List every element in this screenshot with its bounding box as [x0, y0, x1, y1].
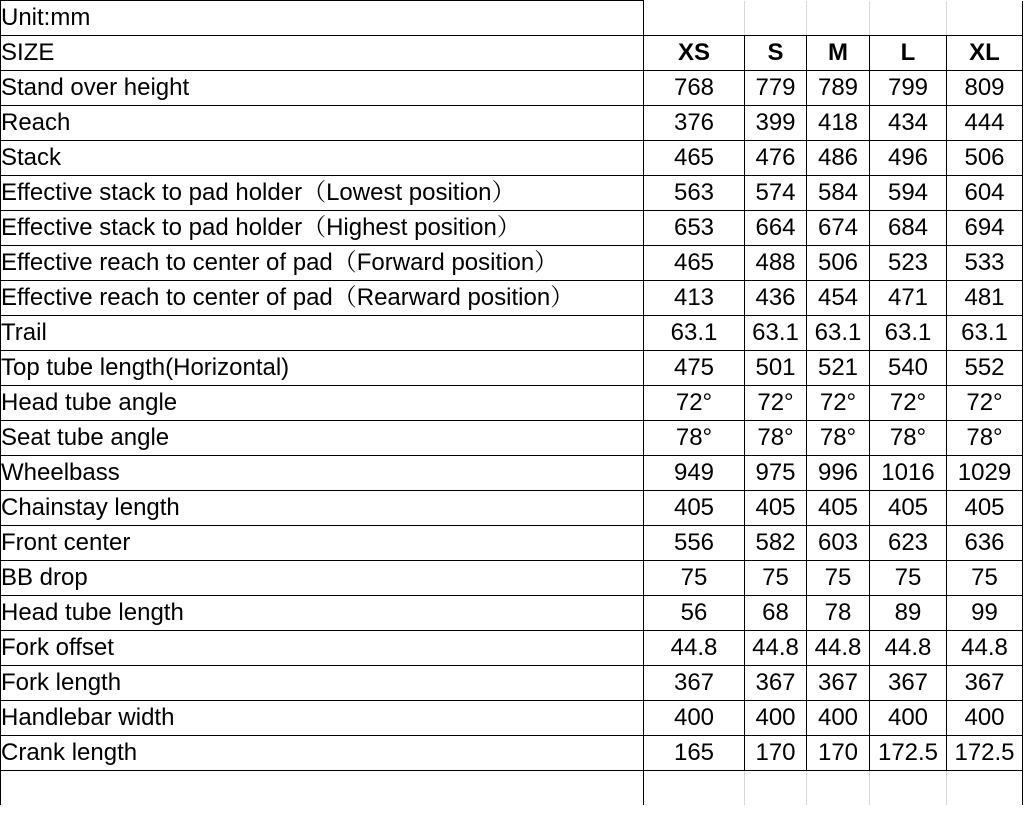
- table-cell: 63.1: [644, 316, 745, 351]
- table-cell: 405: [807, 491, 870, 526]
- size-header-row: [1, 36, 1023, 71]
- table-row: [1, 71, 1023, 106]
- table-row: [1, 456, 1023, 491]
- table-cell: 75: [870, 561, 947, 596]
- row-label: Effective stack to pad holder（Highest position）: [1, 211, 644, 246]
- table-cell: 72°: [807, 386, 870, 421]
- table-cell: 789: [807, 71, 870, 106]
- table-cell: 405: [745, 491, 807, 526]
- row-label: Head tube angle: [1, 386, 644, 421]
- table-cell: 604: [947, 176, 1023, 211]
- table-cell: 540: [870, 351, 947, 386]
- table-cell: 996: [807, 456, 870, 491]
- row-label: Trail: [1, 316, 644, 351]
- table-cell: 434: [870, 106, 947, 141]
- row-label: Effective stack to pad holder（Lowest position）: [1, 176, 644, 211]
- table-cell: 623: [870, 526, 947, 561]
- empty-cell: [947, 771, 1023, 806]
- row-label: Crank length: [1, 736, 644, 771]
- table-cell: 99: [947, 596, 1023, 631]
- table-cell: 521: [807, 351, 870, 386]
- table-row: [1, 736, 1023, 771]
- table-row: [1, 596, 1023, 631]
- row-label: Top tube length(Horizontal): [1, 351, 644, 386]
- empty-cell: [870, 1, 947, 36]
- unit-row: [1, 1, 1023, 36]
- table-cell: 664: [745, 211, 807, 246]
- table-cell: 63.1: [745, 316, 807, 351]
- table-cell: 476: [745, 141, 807, 176]
- table-cell: 488: [745, 246, 807, 281]
- table-row: [1, 561, 1023, 596]
- table-cell: 75: [807, 561, 870, 596]
- empty-cell: [745, 771, 807, 806]
- table-cell: 405: [870, 491, 947, 526]
- empty-row: [1, 771, 1023, 806]
- table-row: [1, 526, 1023, 561]
- table-cell: 475: [644, 351, 745, 386]
- row-label: Seat tube angle: [1, 421, 644, 456]
- row-label: Effective reach to center of pad（Forward position）: [1, 246, 644, 281]
- empty-cell: [807, 1, 870, 36]
- table-cell: 56: [644, 596, 745, 631]
- table-cell: 653: [644, 211, 745, 246]
- table-cell: 405: [947, 491, 1023, 526]
- table-cell: 75: [745, 561, 807, 596]
- table-cell: 556: [644, 526, 745, 561]
- size-header-xl: XL: [947, 36, 1023, 71]
- table-cell: 72°: [745, 386, 807, 421]
- size-header-s: S: [745, 36, 807, 71]
- row-label: Chainstay length: [1, 491, 644, 526]
- table-cell: 584: [807, 176, 870, 211]
- table-row: [1, 211, 1023, 246]
- table-cell: 975: [745, 456, 807, 491]
- table-cell: 1016: [870, 456, 947, 491]
- unit-label: Unit:mm: [1, 1, 644, 36]
- table-cell: 75: [947, 561, 1023, 596]
- table-cell: 68: [745, 596, 807, 631]
- table-cell: 694: [947, 211, 1023, 246]
- table-cell: 486: [807, 141, 870, 176]
- empty-cell: [870, 771, 947, 806]
- table-row: [1, 386, 1023, 421]
- table-cell: 400: [745, 701, 807, 736]
- table-cell: 63.1: [870, 316, 947, 351]
- table-cell: 436: [745, 281, 807, 316]
- table-cell: 400: [870, 701, 947, 736]
- table-cell: 501: [745, 351, 807, 386]
- table-cell: 506: [947, 141, 1023, 176]
- table-cell: 170: [745, 736, 807, 771]
- table-cell: 405: [644, 491, 745, 526]
- empty-cell: [1, 771, 644, 806]
- table-row: [1, 246, 1023, 281]
- row-label: Fork length: [1, 666, 644, 701]
- table-cell: 465: [644, 246, 745, 281]
- empty-cell: [807, 771, 870, 806]
- table-row: [1, 176, 1023, 211]
- table-cell: 399: [745, 106, 807, 141]
- table-row: [1, 141, 1023, 176]
- table-row: [1, 316, 1023, 351]
- table-cell: 471: [870, 281, 947, 316]
- row-label: Effective reach to center of pad（Rearward position）: [1, 281, 644, 316]
- table-cell: 496: [870, 141, 947, 176]
- table-cell: 63.1: [947, 316, 1023, 351]
- table-cell: 768: [644, 71, 745, 106]
- table-cell: 400: [947, 701, 1023, 736]
- row-label: Stack: [1, 141, 644, 176]
- table-cell: 89: [870, 596, 947, 631]
- table-cell: 367: [870, 666, 947, 701]
- table-cell: 418: [807, 106, 870, 141]
- table-cell: 367: [644, 666, 745, 701]
- table-cell: 376: [644, 106, 745, 141]
- table-cell: 75: [644, 561, 745, 596]
- table-row: [1, 491, 1023, 526]
- size-header-l: L: [870, 36, 947, 71]
- table-cell: 636: [947, 526, 1023, 561]
- table-cell: 552: [947, 351, 1023, 386]
- table-cell: 506: [807, 246, 870, 281]
- row-label: Wheelbass: [1, 456, 644, 491]
- empty-cell: [947, 1, 1023, 36]
- table-row: [1, 281, 1023, 316]
- table-cell: 72°: [644, 386, 745, 421]
- table-row: [1, 351, 1023, 386]
- table-cell: 400: [807, 701, 870, 736]
- row-label: Fork offset: [1, 631, 644, 666]
- table-cell: 172.5: [947, 736, 1023, 771]
- empty-cell: [644, 771, 745, 806]
- table-row: [1, 701, 1023, 736]
- table-cell: 1029: [947, 456, 1023, 491]
- table-cell: 799: [870, 71, 947, 106]
- table-cell: 78°: [870, 421, 947, 456]
- table-cell: 779: [745, 71, 807, 106]
- table-cell: 400: [644, 701, 745, 736]
- table-cell: 465: [644, 141, 745, 176]
- table-row: [1, 421, 1023, 456]
- table-cell: 367: [745, 666, 807, 701]
- table-row: [1, 631, 1023, 666]
- row-label: Reach: [1, 106, 644, 141]
- table-cell: 170: [807, 736, 870, 771]
- table-cell: 603: [807, 526, 870, 561]
- table-cell: 574: [745, 176, 807, 211]
- table-cell: 78: [807, 596, 870, 631]
- table-cell: 165: [644, 736, 745, 771]
- table-cell: 72°: [870, 386, 947, 421]
- table-cell: 481: [947, 281, 1023, 316]
- empty-cell: [644, 1, 745, 36]
- geometry-table-body: [1, 1, 1023, 806]
- table-cell: 78°: [745, 421, 807, 456]
- table-cell: 523: [870, 246, 947, 281]
- table-cell: 684: [870, 211, 947, 246]
- table-cell: 582: [745, 526, 807, 561]
- table-cell: 674: [807, 211, 870, 246]
- table-cell: 63.1: [807, 316, 870, 351]
- row-label: BB drop: [1, 561, 644, 596]
- table-cell: 949: [644, 456, 745, 491]
- table-cell: 454: [807, 281, 870, 316]
- table-cell: 44.8: [870, 631, 947, 666]
- size-header-m: M: [807, 36, 870, 71]
- row-label: Handlebar width: [1, 701, 644, 736]
- table-cell: 563: [644, 176, 745, 211]
- table-cell: 44.8: [745, 631, 807, 666]
- table-cell: 367: [807, 666, 870, 701]
- table-cell: 172.5: [870, 736, 947, 771]
- table-row: [1, 666, 1023, 701]
- row-label: Stand over height: [1, 71, 644, 106]
- table-cell: 533: [947, 246, 1023, 281]
- empty-cell: [745, 1, 807, 36]
- table-cell: 44.8: [644, 631, 745, 666]
- table-cell: 78°: [644, 421, 745, 456]
- row-label: Head tube length: [1, 596, 644, 631]
- table-cell: 78°: [807, 421, 870, 456]
- table-cell: 44.8: [807, 631, 870, 666]
- table-cell: 44.8: [947, 631, 1023, 666]
- size-header-xs: XS: [644, 36, 745, 71]
- table-cell: 72°: [947, 386, 1023, 421]
- table-cell: 809: [947, 71, 1023, 106]
- size-label: SIZE: [1, 36, 644, 71]
- table-cell: 78°: [947, 421, 1023, 456]
- table-cell: 594: [870, 176, 947, 211]
- table-cell: 444: [947, 106, 1023, 141]
- table-row: [1, 106, 1023, 141]
- row-label: Front center: [1, 526, 644, 561]
- table-cell: 367: [947, 666, 1023, 701]
- table-cell: 413: [644, 281, 745, 316]
